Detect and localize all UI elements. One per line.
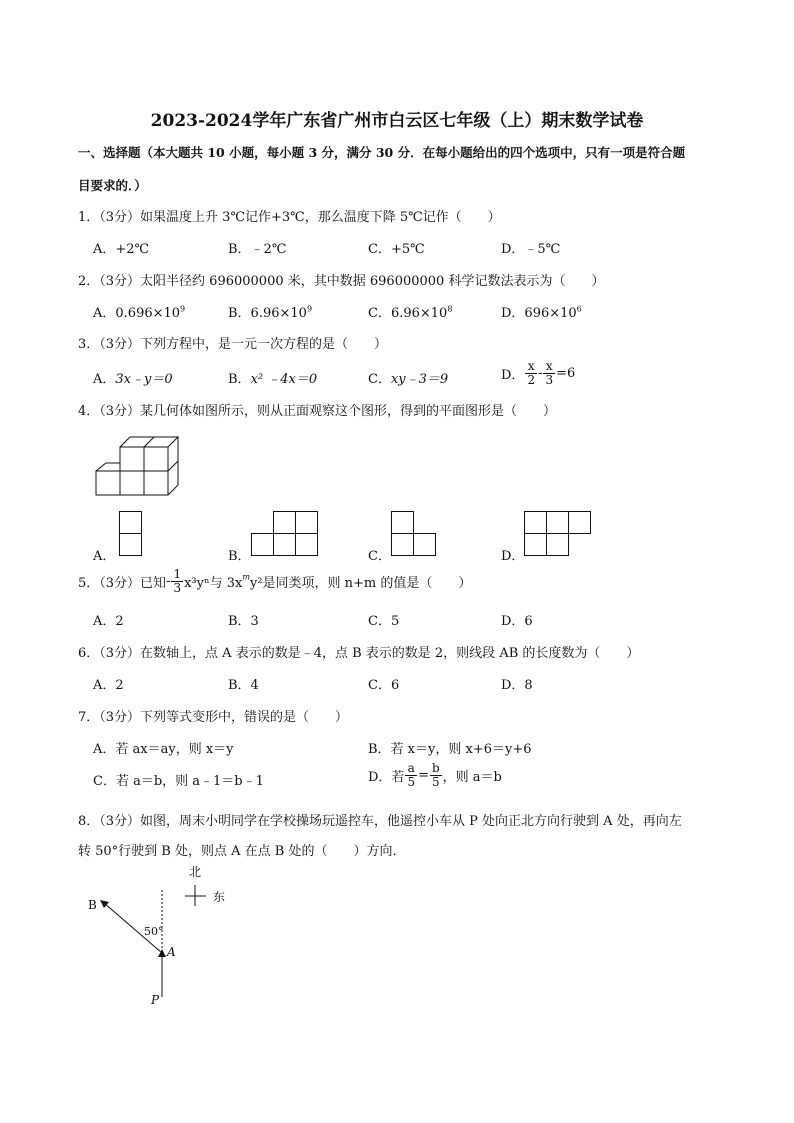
q4-option-a: A． xyxy=(93,549,116,564)
q6-option-c: C．6 xyxy=(368,678,400,693)
q1-option-d: D．﹣5℃ xyxy=(501,242,561,257)
q5-option-b: B．3 xyxy=(228,614,259,629)
q3-option-c: C．xy﹣3＝9 xyxy=(368,372,449,387)
svg-text:北: 北 xyxy=(189,865,202,879)
q8-stem-line1: 8．（3分）如图，周末小明同学在学校操场玩遥控车，他遥控小车从 P 处向正北方向行驶到 A 处，再向左 xyxy=(78,814,682,829)
svg-text:东: 东 xyxy=(213,890,226,904)
q8-diagram xyxy=(88,860,248,1010)
q7-option-a: A．若 ax＝ay，则 x＝y xyxy=(93,742,234,757)
section-heading-line1: 一、选择题（本大题共 10 小题，每小题 3 分，满分 30 分．在每小题给出的四个选项中，只有一项是符合题 xyxy=(78,145,686,160)
q1-option-c: C．+5℃ xyxy=(368,242,425,257)
page-title: 2023-2024学年广东省广州市白云区七年级（上）期末数学试卷 xyxy=(150,111,644,131)
q2-option-b: B．$6.96\times 10^9$ xyxy=(228,304,313,321)
q2-option-a: A．$0.696\times 10^9$ xyxy=(93,304,186,321)
q4-stem: 4．（3分）某几何体如图所示，则从正面观察这个图形，得到的平面图形是（ ） xyxy=(78,404,557,419)
q5-stem: 5．（3分）已知- $\frac{1}{3}$ x³yⁿ与 $3x^my^2$是同类项，则 n+m 的值是（ ） xyxy=(78,567,472,595)
q3-option-b: B．x² ﹣4x＝0 xyxy=(228,372,318,387)
svg-text:50°: 50° xyxy=(144,925,164,938)
q4-option-c-figure xyxy=(391,511,439,557)
q5-option-d: D．6 xyxy=(501,614,533,629)
q5-option-a: A．2 xyxy=(93,614,124,629)
q3-stem: 3．（3分）下列方程中，是一元一次方程的是（ ） xyxy=(78,337,388,352)
q4-option-d: D． xyxy=(501,549,525,564)
q2-option-d: D．$696\times 10^6$ xyxy=(501,304,582,321)
section-heading-line2: 目要求的．） xyxy=(78,178,147,193)
q3-option-d: D． $\frac{x}{2}$ - $\frac{x}{3}$ =6 xyxy=(501,359,576,387)
q4-option-a-figure xyxy=(119,511,143,557)
q6-option-d: D．8 xyxy=(501,678,533,693)
svg-text:P: P xyxy=(151,993,160,1007)
q6-stem: 6．（3分）在数轴上，点 A 表示的数是﹣4，点 B 表示的数是 2，则线段 AB 的长度数为（ ） xyxy=(78,646,640,661)
svg-text:B: B xyxy=(88,898,97,912)
q1-option-a: A．+2℃ xyxy=(93,242,150,257)
q7-option-c: C．若 a＝b，则 a﹣1＝b﹣1 xyxy=(93,774,264,789)
q4-option-d-figure xyxy=(524,511,594,557)
q1-stem: 1．（3分）如果温度上升 3℃记作+3℃，那么温度下降 5℃记作（ ） xyxy=(78,210,501,225)
q1-option-b: B．﹣2℃ xyxy=(228,242,287,257)
q4-solid-figure xyxy=(94,433,184,497)
q2-stem: 2．（3分）太阳半径约 696000000 米，其中数据 696000000 科学记数法表示为（ ） xyxy=(78,274,605,289)
q4-option-c: C． xyxy=(368,549,391,564)
q8-stem-line2: 转 50°行驶到 B 处，则点 A 在点 B 处的（ ）方向． xyxy=(78,844,406,859)
q5-option-c: C．5 xyxy=(368,614,400,629)
q3-option-a: A．3x﹣y＝0 xyxy=(93,372,173,387)
q4-option-b-figure xyxy=(251,511,321,557)
q7-option-b: B．若 x＝y，则 x+6＝y+6 xyxy=(368,742,532,757)
q7-option-d: D．若 $\frac{a}{5}$ = $\frac{b}{5}$ ，则 a＝b xyxy=(368,761,502,789)
q2-option-c: C．$6.96\times 10^8$ xyxy=(368,304,453,321)
q6-option-a: A．2 xyxy=(93,678,124,693)
q4-option-b: B． xyxy=(228,549,251,564)
svg-text:A: A xyxy=(167,945,176,959)
q7-stem: 7．（3分）下列等式变形中，错误的是（ ） xyxy=(78,710,349,725)
q6-option-b: B．4 xyxy=(228,678,259,693)
